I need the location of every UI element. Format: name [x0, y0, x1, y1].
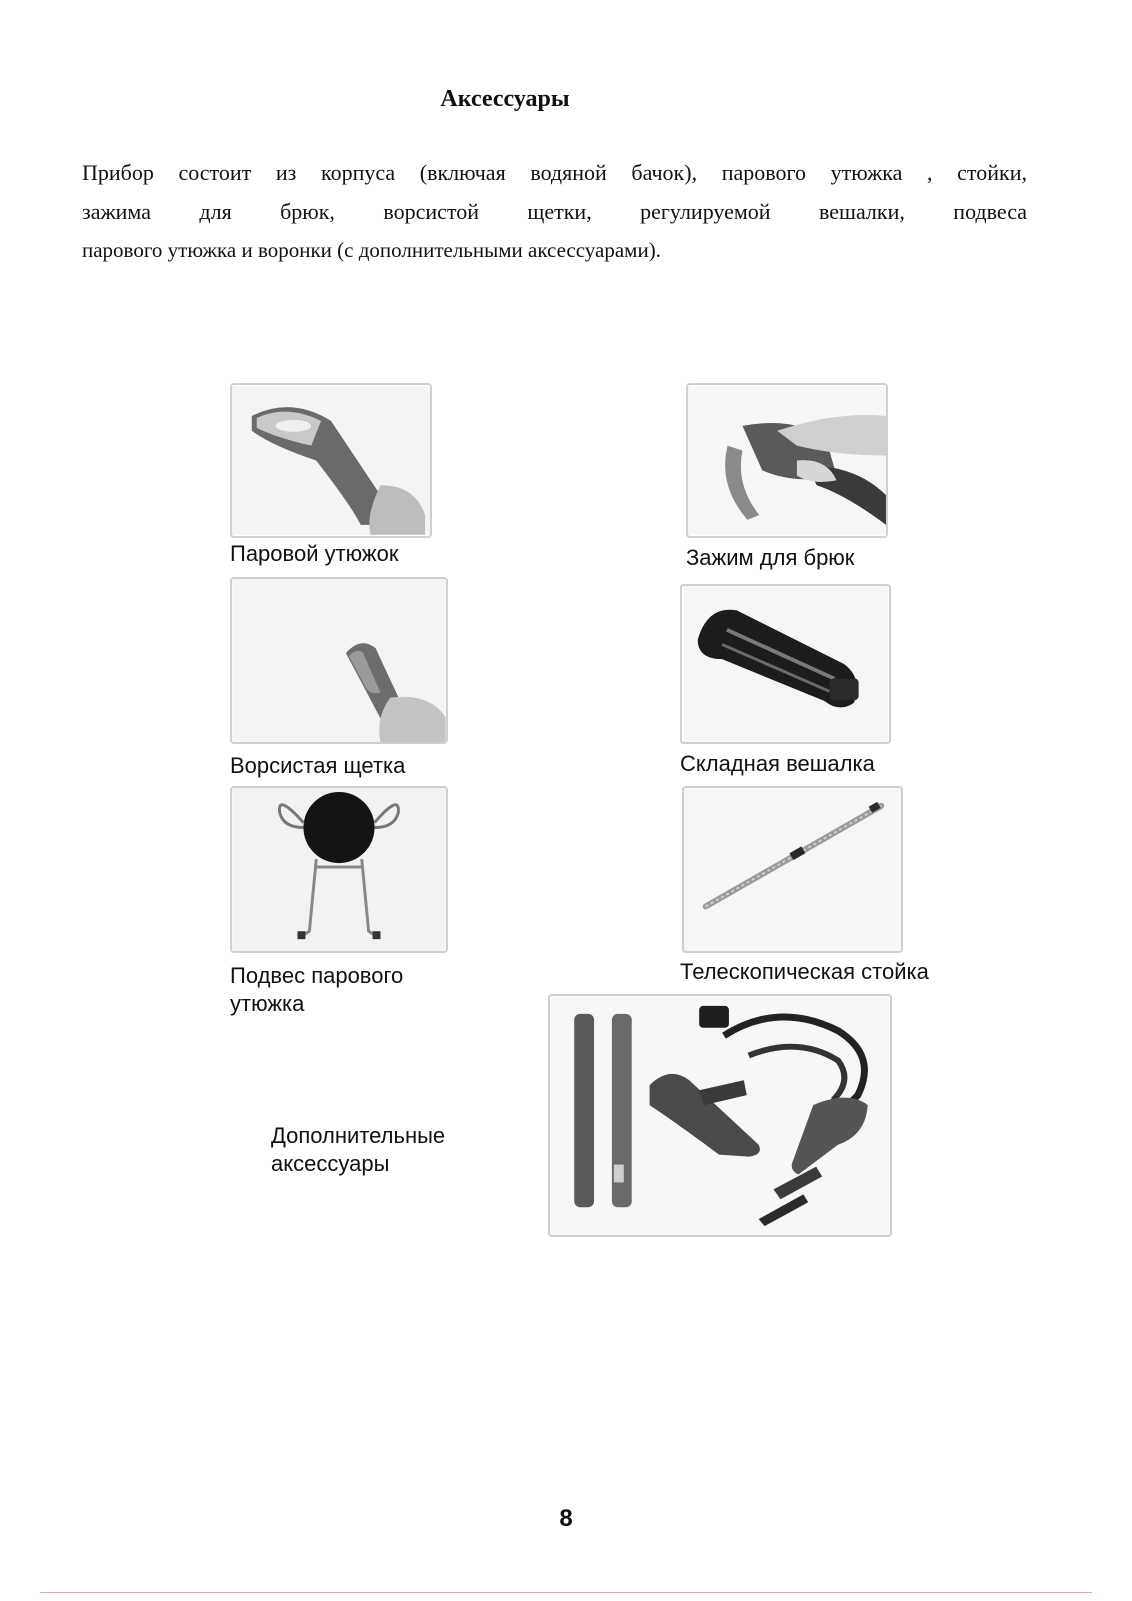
- intro-line-3: парового утюжка и воронки (с дополнительными аксессуарами).: [82, 238, 661, 262]
- page-title: Аксессуары: [440, 86, 570, 112]
- bristle-brush-photo: [230, 577, 448, 744]
- trouser-clip-photo: [686, 383, 888, 538]
- telescopic-pole-icon: [684, 788, 901, 951]
- iron-holder-photo: [230, 786, 448, 953]
- iron-holder-icon: [232, 788, 446, 951]
- telescopic-pole-label: Телескопическая стойка: [680, 959, 929, 984]
- iron-holder-label-line-1: Подвес парового: [230, 963, 404, 988]
- folding-hanger-icon: [682, 586, 889, 742]
- extra-accessories-icon: [550, 996, 890, 1235]
- telescopic-pole-photo: [682, 786, 903, 953]
- steam-iron-photo: [230, 383, 432, 538]
- trouser-clip-label: Зажим для брюк: [686, 545, 855, 570]
- folding-hanger-photo: [680, 584, 891, 744]
- iron-holder-label-line-2: утюжка: [230, 991, 305, 1016]
- steam-iron-label: Паровой утюжок: [230, 541, 399, 566]
- page-number: 8: [559, 1505, 573, 1532]
- extra-accessories-label-line-1: Дополнительные: [271, 1123, 446, 1148]
- steam-iron-icon: [232, 385, 430, 536]
- footer-rule: [40, 1592, 1092, 1593]
- bristle-brush-label: Ворсистая щетка: [230, 753, 406, 778]
- intro-line-2: зажима для брюк, ворсистой щетки, регулируемой вешалки, подвеса: [82, 199, 1027, 224]
- intro-line-1: Прибор состоит из корпуса (включая водяной бачок), парового утюжка , стойки,: [82, 160, 1027, 185]
- folding-hanger-label: Складная вешалка: [680, 751, 875, 776]
- extra-accessories-label-line-2: аксессуары: [271, 1151, 390, 1176]
- trouser-clip-icon: [688, 385, 886, 536]
- bristle-brush-icon: [232, 579, 446, 742]
- extra-accessories-photo: [548, 994, 892, 1237]
